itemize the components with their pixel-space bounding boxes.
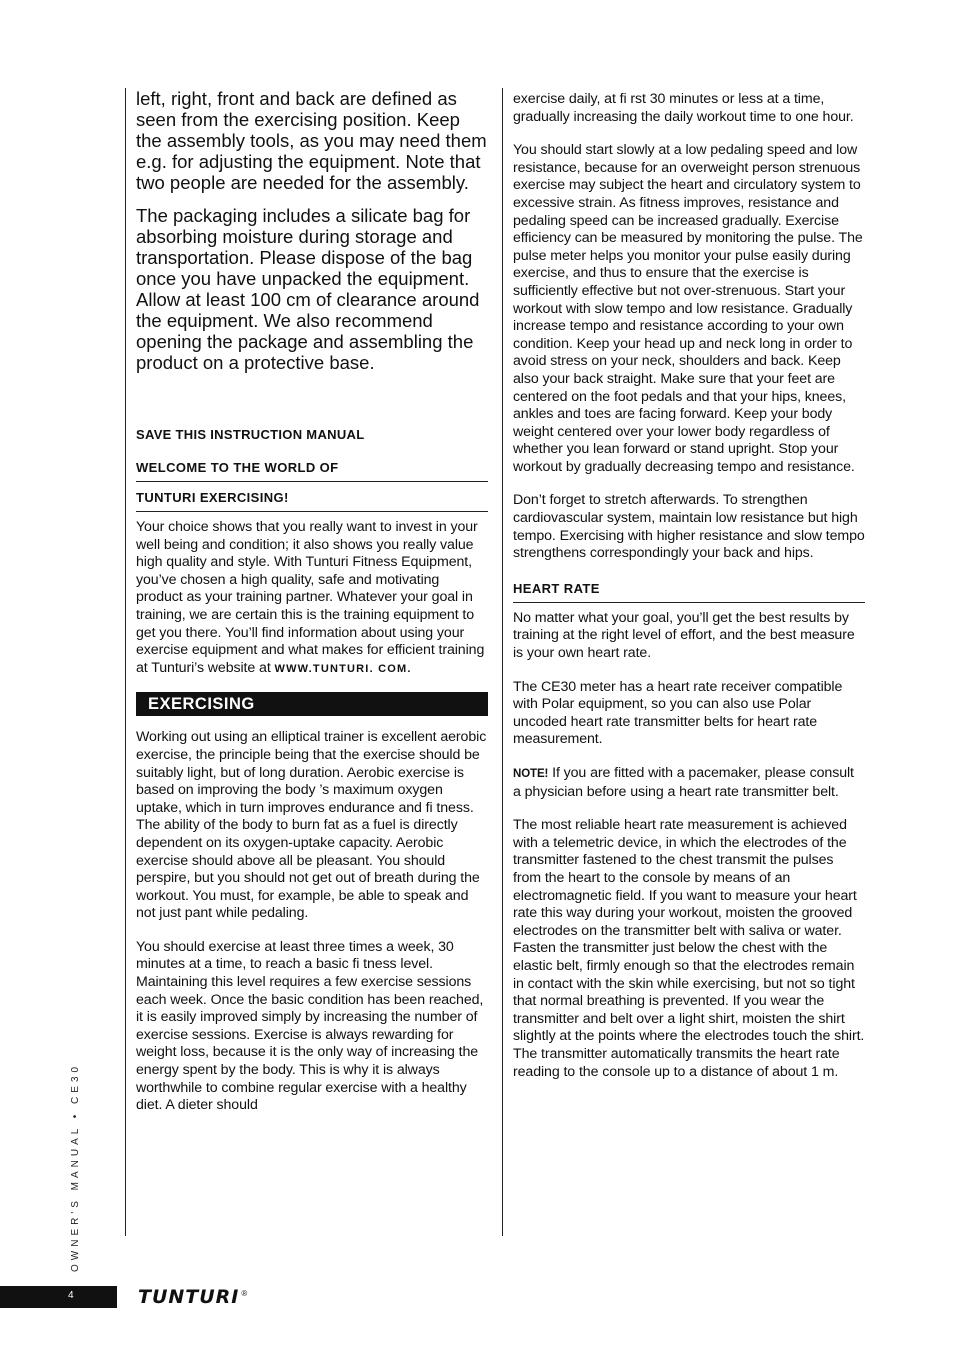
exercising-section-heading: EXERCISING bbox=[136, 692, 488, 716]
note-label: NOTE! bbox=[513, 768, 549, 780]
exercising-paragraph-1: Working out using an elliptical trainer is excellent aerobic exercise, the principle being that the exercise should be suitably light, but of long duration. Aerobic exercise is based on improving the body ’s maximum oxygen uptake, which in turn improves endurance and fi tness. The ability of the body to burn fat as a fuel is directly dependent on its oxygen-uptake capacity. Aerobic exercise should above all be pleasant. You should perspire, but you should not get out of breath during the workout. You must, for example, be able to speak and not just pant while pedaling. bbox=[136, 729, 487, 922]
heart-rate-paragraph-2: The CE30 meter has a heart rate receiver compatible with Polar equipment, so you can also use Polar uncoded heart rate transmitter belts for heart rate measurement. bbox=[513, 678, 843, 748]
pacemaker-note bbox=[513, 765, 865, 801]
page-number: 4 bbox=[68, 1290, 74, 1301]
left-column bbox=[136, 88, 488, 1131]
heart-rate-paragraph-1: No matter what your goal, you’ll get the best results by training at the right level of effort, and the best measure is your own heart rate. bbox=[513, 609, 855, 662]
note-text: If you are fitted with a pacemaker, please consult a physician before using a heart rate transmitter belt. bbox=[513, 765, 854, 800]
registered-mark: ® bbox=[241, 1288, 248, 1298]
website-link[interactable]: WWW.TUNTURI. COM. bbox=[274, 662, 412, 675]
logo-wordmark: TUNTURI bbox=[138, 1286, 240, 1308]
welcome-text: Your choice shows that you really want to invest in your well being and condition; it also shows you really value high quality and style. With Tunturi Fitness Equipment, you’ve chosen a high quality, safe and motivating product as your training partner. Whatever your goal in training, we are certain this is the training equipment to get you there. You’ll find information about using your exercise equipment and what makes for efficient training at Tunturi’s website at bbox=[136, 519, 485, 676]
intro-paragraph-2: The packaging includes a silicate bag for absorbing moisture during storage and transportation. Please dispose of the bag once you have unpacked the equipment. Allow at least 100 cm of clearance around the equipment. We also recommend opening the package and assembling the product on a protective base. bbox=[136, 205, 480, 373]
manual-title-vertical: OWNER'S MANUAL • CE30 bbox=[70, 1062, 81, 1272]
welcome-heading-line-2: TUNTURI EXERCISING! bbox=[136, 490, 488, 512]
right-column bbox=[513, 91, 865, 1097]
heart-rate-heading: HEART RATE bbox=[513, 581, 865, 603]
tunturi-logo bbox=[138, 1286, 247, 1308]
start-slowly-paragraph: You should start slowly at a low pedaling speed and low resistance, because for an overweight person strenuous exercise may subject the heart and circulatory system to excessive strain. As fitness improves, resistance and pedaling speed can be increased gradually. Exercise efficiency can be measured by monitoring the pulse. The pulse meter helps you monitor your pulse easily during exercise, and thus to ensure that the exercise is sufficiently effective but not over-strenuous. Start your workout with slow tempo and low resistance. Gradually increase tempo and resistance according to your own condition. Keep your head up and neck long in order to avoid stress on your neck, shoulders and back. Keep also your back straight. Make sure that your feet are centered on the foot pedals and that your hips, knees, ankles and toes are facing forward. Keep your body weight centered over your lower body regardless of whether you lean forward or stand upright. Stop your workout by gradually decreasing tempo and resistance. bbox=[513, 142, 863, 475]
stretch-paragraph: Don’t forget to stretch afterwards. To strengthen cardiovascular system, maintain low resistance but high tempo. Exercising with higher resistance and slow tempo strengthens correspondingly your back and hips. bbox=[513, 492, 865, 562]
page-number-bar bbox=[0, 1286, 117, 1308]
column-divider-left bbox=[125, 88, 126, 1236]
intro-paragraph-1: left, right, front and back are defined as seen from the exercising position. Keep the assembly tools, as you may need them e.g. for adjusting the equipment. Note that two people are needed for the assembly. bbox=[136, 88, 487, 193]
welcome-heading-line-1: WELCOME TO THE WORLD OF bbox=[136, 460, 488, 482]
exercise-paragraph-continued: exercise daily, at fi rst 30 minutes or less at a time, gradually increasing the daily workout time to one hour. bbox=[513, 91, 854, 125]
column-divider-middle bbox=[502, 88, 503, 1236]
exercising-paragraph-2: You should exercise at least three times a week, 30 minutes at a time, to reach a basic fi tness level. Maintaining this level requires a few exercise sessions each week. Once the basic condition has been reached, it is easily improved simply by increasing the number of exercise sessions. Exercise is always rewarding for weight loss, because it is the only way of increasing the energy spent by the body. This is why it is always worthwhile to combine regular exercise with a healthy diet. A dieter should bbox=[136, 938, 484, 1114]
heart-rate-paragraph-3: The most reliable heart rate measurement is achieved with a telemetric device, in which the electrodes of the transmitter fastened to the chest transmit the pulses from the heart to the console by means of an electromagnetic field. If you want to measure your heart rate this way during your workout, moisten the grooved electrodes on the transmitter belt with saliva or water. Fasten the transmitter just below the chest with the elastic belt, firmly enough so that the electrodes remain in contact with the skin while exercising, but not so tight that normal breathing is prevented. If you wear the transmitter and belt over a light shirt, moisten the shirt slightly at the points where the electrodes touch the shirt. The transmitter automatically transmits the heart rate reading to the console up to a distance of about 1 m. bbox=[513, 817, 865, 1080]
welcome-paragraph bbox=[136, 519, 488, 678]
save-manual-heading: SAVE THIS INSTRUCTION MANUAL bbox=[136, 427, 365, 442]
